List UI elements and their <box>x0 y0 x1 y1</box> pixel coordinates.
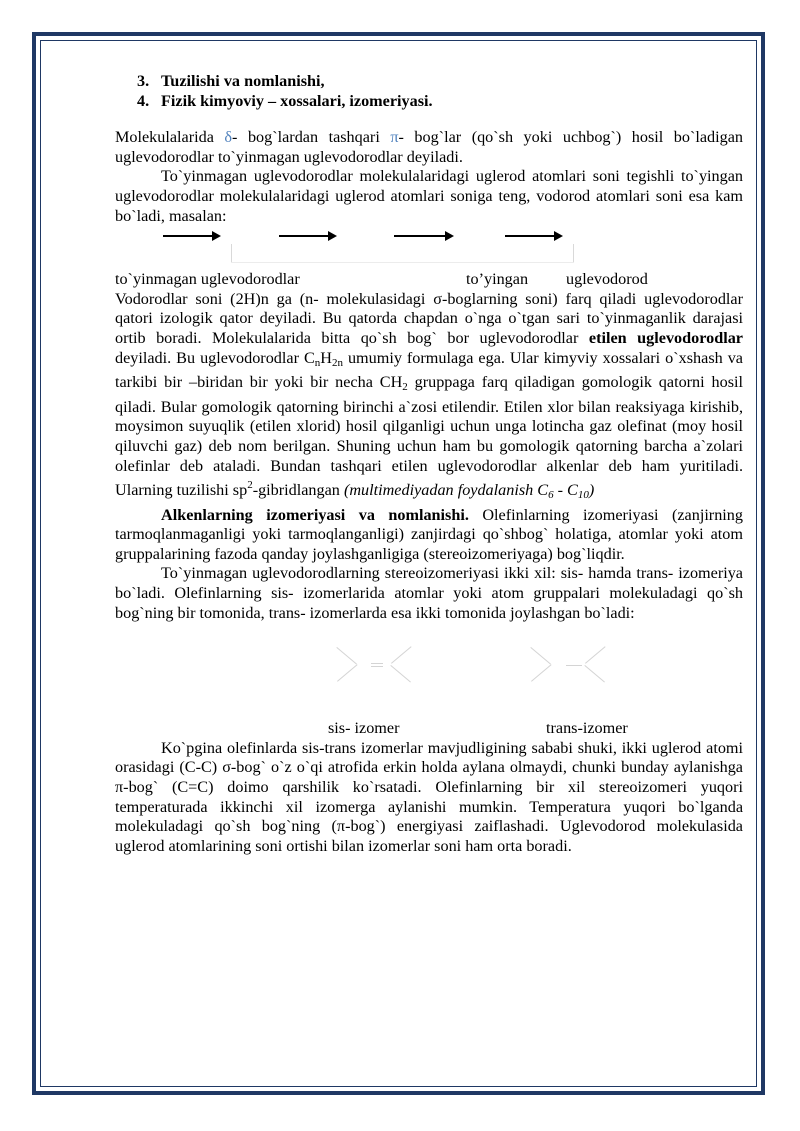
double-bond-line <box>371 663 383 664</box>
paragraph-definition: Molekulalarida δ- bog`lardan tashqari π- bog`lar (qo`sh yoki uchbog`) hosil bo`ladigan uglevodorodlar to`yinmagan uglevodorodlar deyiladi. <box>115 128 744 166</box>
heading-list <box>115 72 743 111</box>
paragraph-isologous-series: Vodorodlar soni (2H)n ga (n- molekulasidagi σ-boglarning soni) farq qiladi uglevodorodlar qatori izologik qator deyiladi. Bu qatorda chapdan o`nga o`tgan sari to`yinmaganlik darajasi ortib boradi. Molekulalarida bitta qo`sh bog` bor uglevodorodlar etilen uglevodorodlar deyiladi. Bu uglevodorodlar $C_nH_{2n}$ umumiy formulaga ega. Ular kimyviy xossalari o`xshash va tarkibi bir –biridan bir yoki bir necha $CH_2$ gruppaga farq qiladigan gomologik qatorni hosil qiladi. Bular gomologik qatorning birinchi a`zosi etilendir. Etilen xlor bilan reaksiyaga kirishib, moysimon suyuqlik (etilen xlorid) hosil qilganligi uchun unga lotincha gaz olefinat (moy hosil qiluvchi gaz) deb nom berilgan. Shuning uchun ham bu gomologik qatorning barcha a`zolari olefinlar deb ataladi. Bundan tashqari etilen uglevodorodlar alkenlar deb ham yuritiladi. Ularning tuzilishi $sp^2$-gibridlangan (multimediyadan foydalanish $C_6 - C_{10}$) <box>115 289 744 502</box>
formula-placeholder-divider <box>573 244 574 262</box>
heading-text: Fizik kimyoviy – xossalari, izomeriyasi. <box>161 91 433 110</box>
multimedia-note: (multimediyadan foydalanish $C_6 - C_{10}$) <box>343 481 595 502</box>
bond-line <box>531 665 552 682</box>
reaction-arrows <box>115 226 743 270</box>
bond-line <box>530 647 551 664</box>
label-trans-isomer: trans-izomer <box>546 719 628 738</box>
paragraph-stereoisomerism: To`yinmagan uglevodorodlarning stereoizomeriyasi ikki xil: sis- hamda trans- izomeriya bo`ladi. Olefinlarning sis- izomerlarida atomlar yoki atom gruppalari molekuladagi qo`sh bog`ning bir tomonida, trans- izomerlarda esa ikki tomonida joylashgan bo`ladi: <box>115 564 743 622</box>
bond-line <box>390 665 411 682</box>
series-labels <box>115 270 743 290</box>
arrow-right-icon <box>163 235 219 237</box>
bond-line <box>585 647 606 664</box>
arrow-right-icon <box>505 235 561 237</box>
label-hydrocarbon: uglevodorod <box>566 270 648 289</box>
heading-item: 4. Fizik kimyoviy – xossalari, izomeriyasi. <box>137 91 433 110</box>
double-bond-line <box>371 666 383 667</box>
bond-line <box>584 665 605 682</box>
paragraph-cis-trans-reason: Ko`pgina olefinlarda sis-trans izomerlar mavjudligining sababi shuki, ikki uglerod atomi orasidagi (C-C) σ-bog` o`z o`qi atrofida erkin holda aylana olmaydi, chunki bunday aylanishga π-bog` (C=C) doimo qarshilik ko`rsatadi. Olefinlarning bir xil stereoizomeri yuqori temperaturada ikkinchi xil izomerga aylanishi mumkin. Temperatura yuqori bo`lganda molekuladagi qo`sh bog`ning (π-bog`) energiyasi zaiflashadi. Uglevodorod molekulasida uglerod atomlarining soni ortishi bilan izomerlar soni ham orta boradi. <box>115 738 743 855</box>
sigma-symbol: δ <box>224 128 233 147</box>
pi-symbol: π <box>390 128 399 147</box>
arrow-right-icon <box>394 235 452 237</box>
label-cis-isomer: sis- izomer <box>328 719 400 738</box>
document-content <box>115 72 743 856</box>
heading-text: Tuzilishi va nomlanishi, <box>161 72 325 90</box>
paragraph-hydrogen-count: To`yinmagan uglevodorodlar molekulalaridagi uglerod atomlari soni tegishli to`yingan uglevodorodlar molekulalaridagi uglerod atomlari soniga teng, vodorod atomlari soni esa kam bo`ladi, masalan: <box>115 167 743 225</box>
term-ethylene-hydrocarbons: etilen uglevodorodlar <box>588 328 743 347</box>
arrow-right-icon <box>279 235 335 237</box>
label-unsaturated: to`yinmagan uglevodorodlar <box>115 270 300 289</box>
bond-line <box>391 647 412 664</box>
formula-placeholder-baseline <box>231 262 574 263</box>
bond-line <box>337 665 358 682</box>
double-bond-line <box>566 665 582 666</box>
bond-line <box>336 647 357 664</box>
section-title-isomerism: Alkenlarning izomeriyasi va nomlanishi. <box>161 505 469 524</box>
isomer-structures-figure <box>115 623 743 719</box>
isomer-labels <box>115 719 743 739</box>
label-saturated: to’yingan <box>466 270 529 289</box>
formula-placeholder-divider <box>231 244 232 262</box>
paragraph-isomerism: Alkenlarning izomeriyasi va nomlanishi. Olefinlarning izomeriyasi (zanjirning tarmoqlanmaganligi yoki tarmoqlanganligi) zanjirdagi qo`shbog` holatiga, atomlar yoki atom gruppalarining fazoda qanday joylashganligiga (stereoizomeriyaga) bog`liqdir. <box>115 505 743 563</box>
heading-item: 3. Tuzilishi va nomlanishi, <box>137 72 325 90</box>
